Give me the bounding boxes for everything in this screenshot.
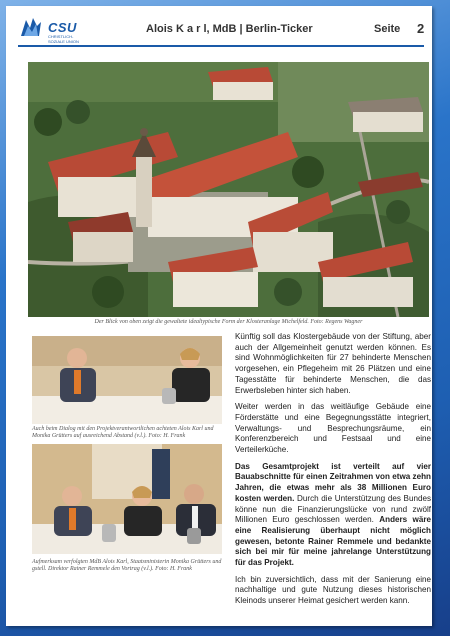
monastery-aerial-photo [28,62,429,317]
meeting-photo-1 [32,336,222,424]
meeting-photo-1-caption: Auch beim Dialog mit den Projektverantwortlichen achteten Alois Karl und Monika Grütters auf ausreichend Abstand (v.l.). Foto: H. Frank [32,426,214,439]
main-photo-caption: Der Blick von oben zeigt die gewaltete idealtypische Form der Klosteranlage Michelfeld. Foto: Regens Wagner [94,319,363,325]
header-divider [18,45,424,47]
article-emphasis: Anders wäre eine Realisierung überhaupt nicht möglich gewesen, betonte Rainer Remmele und bedankte sich bei mir für meine jahrelange Unterstützung für das Projekt. [235,515,431,568]
article-emphasis: Das Gesamtprojekt ist verteilt auf vier Bauabschnitte für einen Zeitrahmen von etwa zehn Jahren, die etwas mehr als 38 Millionen Euro kosten werden. [235,461,431,503]
logo-subtext: CHRISTLICH-SOZIALE UNION [48,34,79,44]
article-paragraph: Ich bin zuversichtlich, dass mit der Sanierung eine nachhaltige und gute Nutzung dieses historischen Kleinods unserer Heimat gesichert werden kann. [235,574,431,606]
page-label: Seite [374,23,401,35]
logo-text: CSU [48,20,77,35]
article-text [235,332,431,613]
article-paragraph: Weiter werden in das weitläufige Gebäude eine Förderstätte und eine Begegnungsstätte integriert, Verwaltungs- und Besprechungsräume, ein Konferenzbereich und Festsaal und eine Verteilerküche. [235,402,431,455]
csu-logo [18,14,82,44]
document-page [6,6,432,626]
meeting-photo-2-caption: Aufmerksam verfolgten MdB Alois Karl, Staatsministerin Monika Grütters und gstell. Direktor Rainer Remmele den Vortrag (v.l.). Foto: H. Frank [32,559,222,572]
article-paragraph: Künftig soll das Klostergebäude von der Stiftung, aber auch der Allgemeinheit genutzt werden können. Es sind Wohnmöglichkeiten für 27 behinderte Menschen vorgesehen, ein Pflegeheim mit 26 Plätzen und eine Tagesstätte für behinderte Menschen, die das Erwerbsleben hinter sich haben. [235,332,431,395]
page-number: 2 [417,21,425,36]
lion-icon [18,14,44,40]
page-header [6,6,432,48]
page-title: Alois K a r l, MdB | Berlin-Ticker [146,23,313,35]
article-paragraph [235,462,431,569]
meeting-photo-2 [32,444,222,554]
article-text-segment: Durch die Unterstützung des Bundes könne nun die Finanzierungslücke von rund zwölf Millionen Euro geschlossen werden. [235,493,432,525]
